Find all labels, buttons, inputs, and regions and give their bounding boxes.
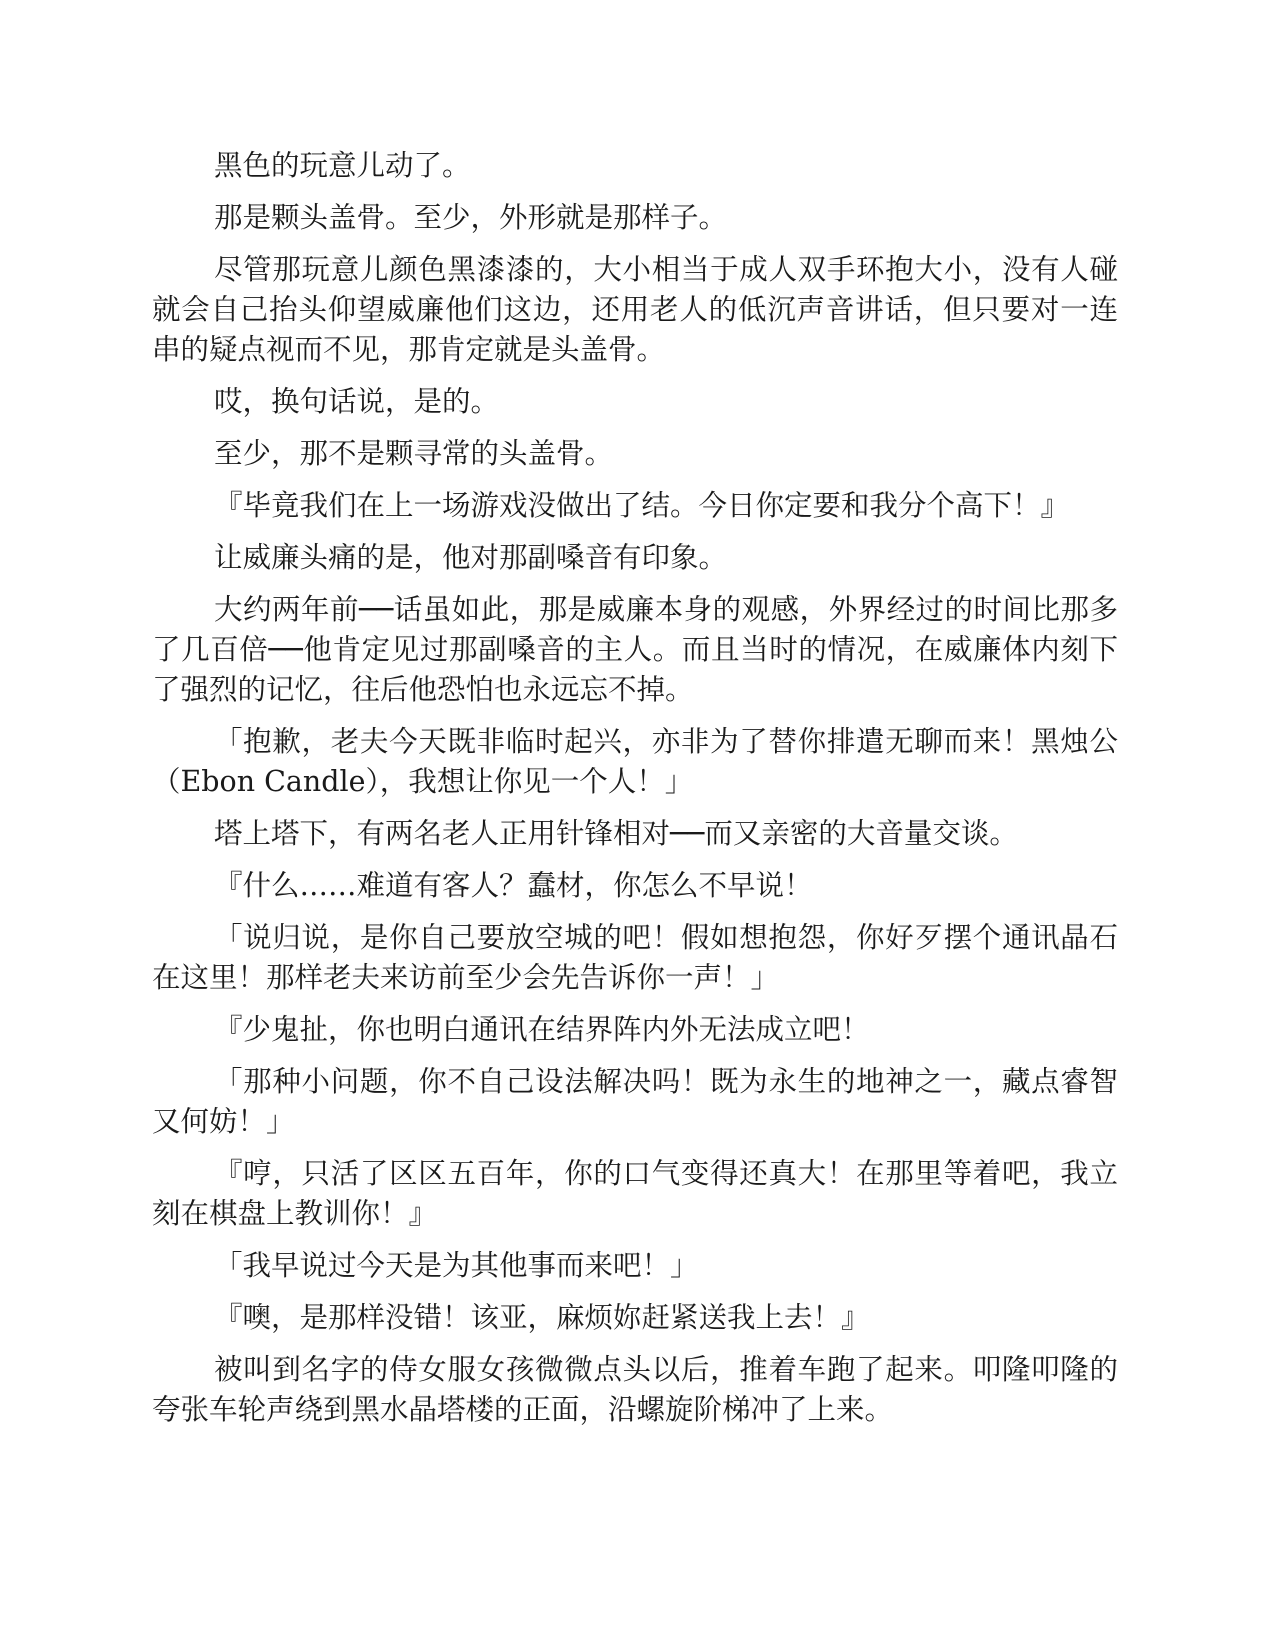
paragraph: 「我早说过今天是为其他事而来吧！」 bbox=[214, 1249, 699, 1282]
paragraph: 让威廉头痛的是，他对那副嗓音有印象。 bbox=[214, 541, 728, 574]
paragraph: 哎，换句话说，是的。 bbox=[214, 385, 500, 418]
paragraph: 『哼，只活了区区五百年，你的口气变得还真大！在那里等着吧，我立刻在棋盘上教训你！』 bbox=[152, 1157, 1118, 1230]
paragraph: 塔上塔下，有两名老人正用针锋相对──而又亲密的大音量交谈。 bbox=[214, 817, 1018, 850]
paragraph: 尽管那玩意儿颜色黑漆漆的，大小相当于成人双手环抱大小，没有人碰就会自己抬头仰望威廉他们这边，还用老人的低沉声音讲话，但只要对一连串的疑点视而不见，那肯定就是头盖骨。 bbox=[152, 253, 1118, 366]
paragraph: 「抱歉，老夫今天既非临时起兴，亦非为了替你排遣无聊而来！黑烛公（Ebon Candle），我想让你见一个人！」 bbox=[152, 725, 1118, 798]
text-body bbox=[152, 146, 1118, 1442]
paragraph: 那是颗头盖骨。至少，外形就是那样子。 bbox=[214, 201, 728, 234]
paragraph: 『少鬼扯，你也明白通讯在结界阵内外无法成立吧！ bbox=[214, 1013, 870, 1046]
paragraph: 『什么……难道有客人？蠢材，你怎么不早说！ bbox=[214, 869, 813, 902]
paragraph: 至少，那不是颗寻常的头盖骨。 bbox=[214, 437, 614, 470]
paragraph: 『毕竟我们在上一场游戏没做出了结。今日你定要和我分个高下！』 bbox=[214, 489, 1070, 522]
paragraph: 黑色的玩意儿动了。 bbox=[214, 149, 471, 182]
paragraph: 大约两年前──话虽如此，那是威廉本身的观感，外界经过的时间比那多了几百倍──他肯定见过那副嗓音的主人。而且当时的情况，在威廉体内刻下了强烈的记忆，往后他恐怕也永远忘不掉。 bbox=[152, 593, 1118, 706]
paragraph: 『噢，是那样没错！该亚，麻烦妳赶紧送我上去！』 bbox=[214, 1301, 870, 1334]
paragraph: 「说归说，是你自己要放空城的吧！假如想抱怨，你好歹摆个通讯晶石在这里！那样老夫来访前至少会先告诉你一声！」 bbox=[152, 921, 1118, 994]
paragraph: 「那种小问题，你不自己设法解决吗！既为永生的地神之一，藏点睿智又何妨！」 bbox=[152, 1065, 1118, 1138]
paragraph: 被叫到名字的侍女服女孩微微点头以后，推着车跑了起来。叩隆叩隆的夸张车轮声绕到黑水晶塔楼的正面，沿螺旋阶梯冲了上来。 bbox=[152, 1353, 1118, 1426]
